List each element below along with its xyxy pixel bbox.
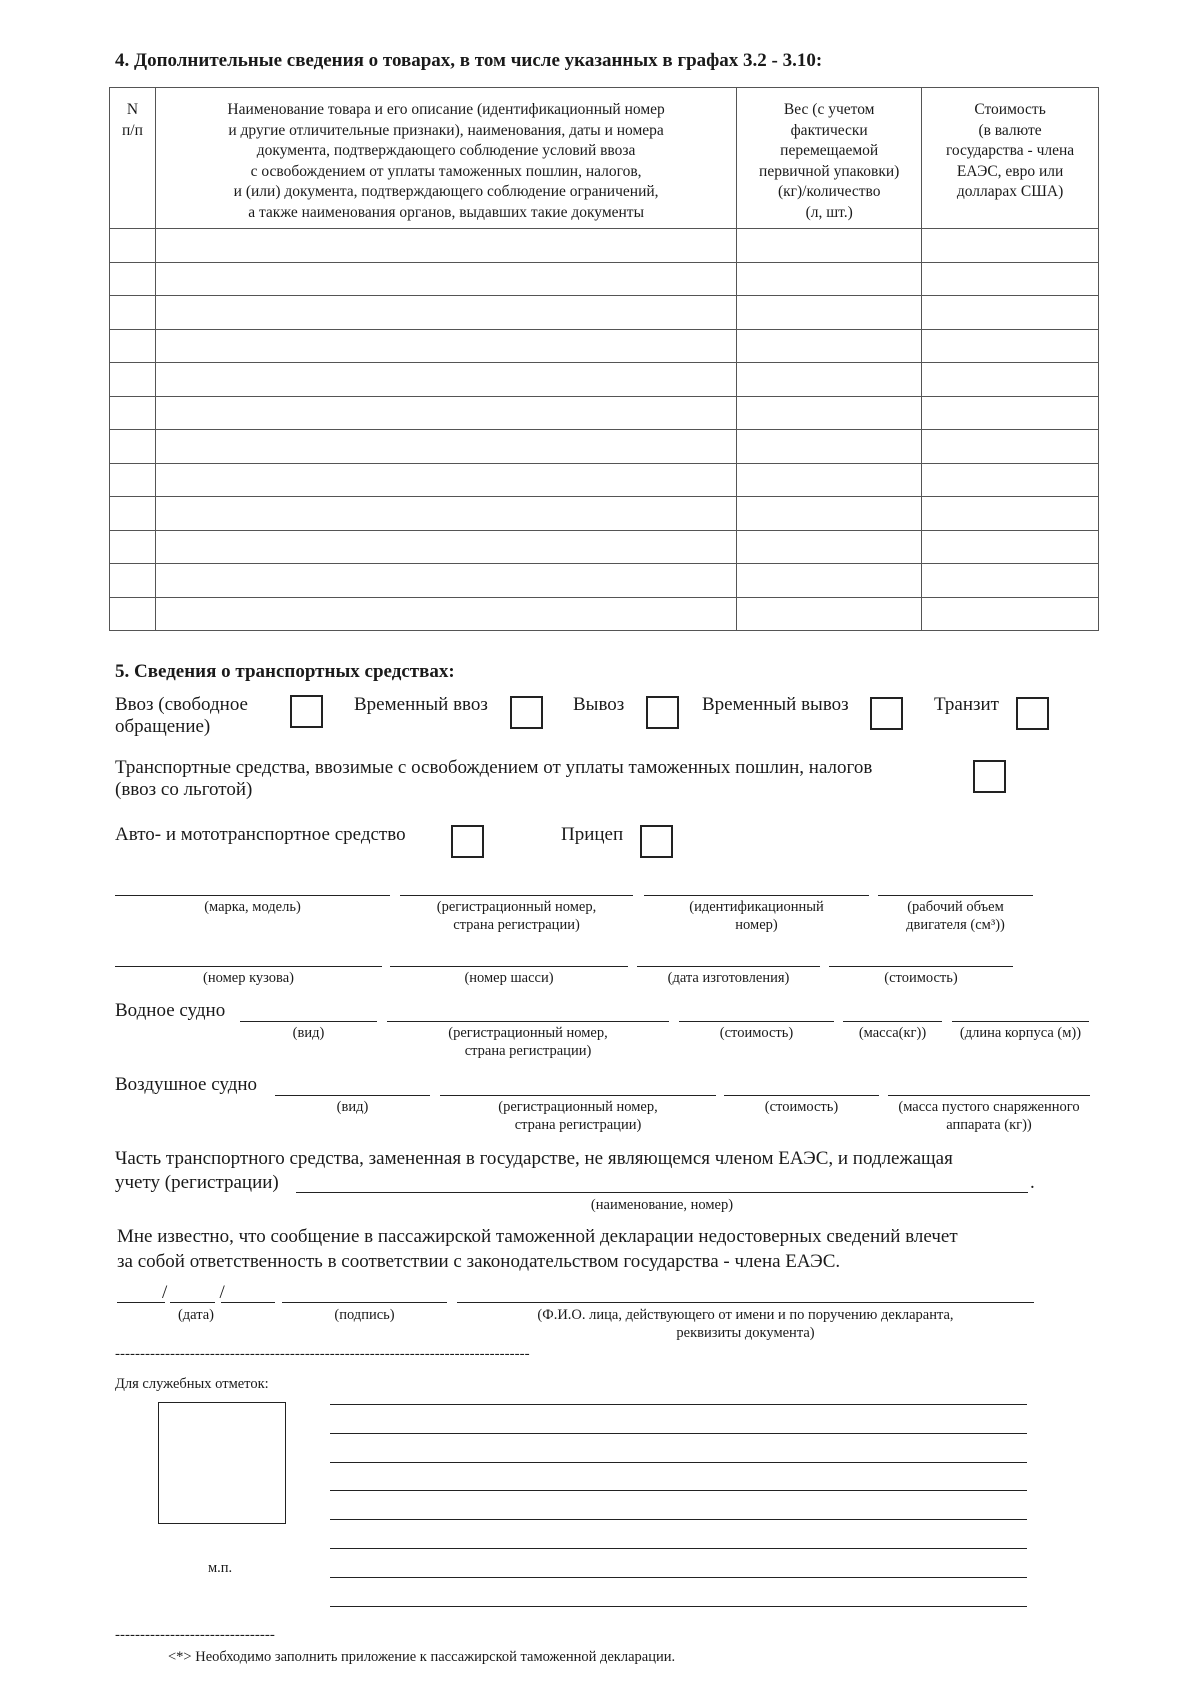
air-reg-caption: (регистрационный номер, страна регистрации) xyxy=(498,1099,658,1133)
service-mark-line[interactable] xyxy=(330,1519,1027,1520)
goods-row xyxy=(110,497,1099,531)
cell-description[interactable] xyxy=(155,329,736,363)
make-model-caption: (марка, модель) xyxy=(204,899,301,915)
stamp-caption: м.п. xyxy=(208,1560,233,1576)
import-free-checkbox[interactable] xyxy=(290,695,323,728)
goods-table xyxy=(109,87,1099,631)
cell-weight[interactable] xyxy=(737,463,922,497)
service-mark-line[interactable] xyxy=(330,1490,1027,1491)
temp-import-checkbox[interactable] xyxy=(510,696,543,729)
manufacture-date-field[interactable] xyxy=(637,966,820,967)
date-slashes: / / xyxy=(162,1282,225,1303)
cell-description[interactable] xyxy=(155,430,736,464)
chassis-number-caption: (номер шасси) xyxy=(464,970,554,986)
water-type-field[interactable] xyxy=(240,1021,377,1022)
cell-weight[interactable] xyxy=(737,229,922,263)
temp-import-label: Временный ввоз xyxy=(354,694,488,715)
date-caption: (дата) xyxy=(177,1307,215,1323)
engine-volume-caption: (рабочий объем двигателя (см³)) xyxy=(906,899,1005,933)
cell-description[interactable] xyxy=(155,296,736,330)
transit-label: Транзит xyxy=(934,694,999,715)
cell-value[interactable] xyxy=(922,463,1099,497)
manufacture-date-caption: (дата изготовления) xyxy=(667,970,790,986)
service-mark-line[interactable] xyxy=(330,1462,1027,1463)
export-checkbox[interactable] xyxy=(646,696,679,729)
water-mass-field[interactable] xyxy=(843,1021,942,1022)
part-field[interactable] xyxy=(296,1192,1028,1193)
cell-value[interactable] xyxy=(922,229,1099,263)
air-mass-field[interactable] xyxy=(888,1095,1090,1096)
service-mark-line[interactable] xyxy=(330,1577,1027,1578)
cell-value[interactable] xyxy=(922,430,1099,464)
cell-number[interactable] xyxy=(110,530,156,564)
cell-number[interactable] xyxy=(110,262,156,296)
cell-description[interactable] xyxy=(155,229,736,263)
signature-field[interactable] xyxy=(282,1302,447,1303)
person-field[interactable] xyxy=(457,1302,1034,1303)
date-day-field[interactable] xyxy=(117,1302,165,1303)
vin-caption: (идентификационный номер) xyxy=(689,899,824,933)
auto-cost-caption: (стоимость) xyxy=(884,970,958,986)
cell-weight[interactable] xyxy=(737,396,922,430)
part-text-line2: учету (регистрации) xyxy=(115,1172,279,1193)
cell-value[interactable] xyxy=(922,296,1099,330)
service-mark-line[interactable] xyxy=(330,1606,1027,1607)
cell-number[interactable] xyxy=(110,396,156,430)
body-number-field[interactable] xyxy=(115,966,382,967)
part-caption: (наименование, номер) xyxy=(590,1197,734,1213)
auto-checkbox[interactable] xyxy=(451,825,484,858)
cell-description[interactable] xyxy=(155,363,736,397)
air-type-caption: (вид) xyxy=(336,1099,369,1115)
cell-value[interactable] xyxy=(922,363,1099,397)
cell-value[interactable] xyxy=(922,564,1099,598)
exempt-label: Транспортные средства, ввозимые с освобождением от уплаты таможенных пошлин, налогов (ввоз со льготой) xyxy=(115,757,873,800)
vin-field[interactable] xyxy=(644,895,869,896)
auto-cost-field[interactable] xyxy=(829,966,1013,967)
water-length-caption: (длина корпуса (м)) xyxy=(959,1025,1082,1041)
cell-weight[interactable] xyxy=(737,296,922,330)
water-reg-caption: (регистрационный номер, страна регистрации) xyxy=(448,1025,608,1059)
water-mass-caption: (масса(кг)) xyxy=(858,1025,927,1041)
goods-row xyxy=(110,564,1099,598)
col-value-header: Стоимость (в валюте государства - члена ЕАЭС, евро или долларах США) xyxy=(922,88,1099,229)
trailer-label: Прицеп xyxy=(561,824,624,845)
goods-row xyxy=(110,530,1099,564)
water-reg-field[interactable] xyxy=(387,1021,669,1022)
goods-table-header xyxy=(110,88,1099,229)
make-model-field[interactable] xyxy=(115,895,390,896)
cell-value[interactable] xyxy=(922,597,1099,631)
date-year-field[interactable] xyxy=(221,1302,275,1303)
trailer-checkbox[interactable] xyxy=(640,825,673,858)
col-description-header: Наименование товара и его описание (идентификационный номер и другие отличительные признаки), наименования, даты и номера документа, подтверждающего соблюдение условий ввоза с освобождением от уплаты таможенных пошлин, налогов, и (или) документа, подтверждающего соблюдение ограничений, а также наименования органов, выдавших такие документы xyxy=(155,88,736,229)
water-cost-caption: (стоимость) xyxy=(719,1025,794,1041)
auto-label: Авто- и мототранспортное средство xyxy=(115,824,406,845)
cell-weight[interactable] xyxy=(737,329,922,363)
goods-row xyxy=(110,597,1099,631)
person-caption: (Ф.И.О. лица, действующего от имени и по поручению декларанта, реквизиты документа) xyxy=(537,1307,954,1341)
cell-number[interactable] xyxy=(110,497,156,531)
air-label: Воздушное судно xyxy=(115,1074,258,1095)
service-mark-line[interactable] xyxy=(330,1548,1027,1549)
export-label: Вывоз xyxy=(573,694,625,715)
air-reg-field[interactable] xyxy=(440,1095,716,1096)
air-cost-caption: (стоимость) xyxy=(764,1099,839,1115)
cell-weight[interactable] xyxy=(737,597,922,631)
reg-number-caption: (регистрационный номер, страна регистрации) xyxy=(436,899,597,933)
cell-description[interactable] xyxy=(155,262,736,296)
cell-weight[interactable] xyxy=(737,430,922,464)
cell-description[interactable] xyxy=(155,463,736,497)
water-cost-field[interactable] xyxy=(679,1021,834,1022)
goods-row xyxy=(110,430,1099,464)
chassis-number-field[interactable] xyxy=(390,966,628,967)
cell-description[interactable] xyxy=(155,497,736,531)
cell-number[interactable] xyxy=(110,229,156,263)
signature-caption: (подпись) xyxy=(334,1307,395,1323)
exempt-checkbox[interactable] xyxy=(973,760,1006,793)
section5-title: 5. Сведения о транспортных средствах: xyxy=(115,661,455,682)
footnote-text: <*> Необходимо заполнить приложение к пассажирской таможенной декларации. xyxy=(168,1649,676,1665)
air-cost-field[interactable] xyxy=(724,1095,879,1096)
water-type-caption: (вид) xyxy=(292,1025,325,1041)
cell-description[interactable] xyxy=(155,530,736,564)
reg-number-field[interactable] xyxy=(400,895,633,896)
col-weight-header: Вес (с учетом фактически перемещаемой первичной упаковки) (кг)/количество (л, шт.) xyxy=(737,88,922,229)
service-mark-line[interactable] xyxy=(330,1404,1027,1405)
separator-line: ----------------------------------------------------------------------------------- xyxy=(115,1346,530,1362)
service-label: Для служебных отметок: xyxy=(115,1376,269,1392)
transit-checkbox[interactable] xyxy=(1016,697,1049,730)
goods-row xyxy=(110,262,1099,296)
temp-export-checkbox[interactable] xyxy=(870,697,903,730)
cell-description[interactable] xyxy=(155,597,736,631)
cell-weight[interactable] xyxy=(737,530,922,564)
body-number-caption: (номер кузова) xyxy=(203,970,294,986)
cell-number[interactable] xyxy=(110,564,156,598)
col-number-header: N п/п xyxy=(110,88,156,229)
air-mass-caption: (масса пустого снаряженного аппарата (кг)) xyxy=(898,1099,1080,1133)
cell-value[interactable] xyxy=(922,530,1099,564)
part-period: . xyxy=(1030,1172,1035,1193)
import-free-label: Ввоз (свободное обращение) xyxy=(115,694,248,737)
goods-row xyxy=(110,329,1099,363)
cell-number[interactable] xyxy=(110,296,156,330)
cell-weight[interactable] xyxy=(737,363,922,397)
cell-weight[interactable] xyxy=(737,564,922,598)
cell-weight[interactable] xyxy=(737,262,922,296)
section4-title: 4. Дополнительные сведения о товарах, в том числе указанных в графах 3.2 - 3.10: xyxy=(115,50,823,71)
cell-weight[interactable] xyxy=(737,497,922,531)
cell-description[interactable] xyxy=(155,564,736,598)
water-label: Водное судно xyxy=(115,1000,226,1021)
cell-number[interactable] xyxy=(110,329,156,363)
stamp-box xyxy=(158,1402,286,1524)
temp-export-label: Временный вывоз xyxy=(702,694,849,715)
goods-row xyxy=(110,229,1099,263)
declaration-line1: Мне известно, что сообщение в пассажирской таможенной декларации недостоверных сведений влечет xyxy=(117,1226,958,1247)
cell-value[interactable] xyxy=(922,262,1099,296)
cell-value[interactable] xyxy=(922,497,1099,531)
cell-value[interactable] xyxy=(922,329,1099,363)
cell-value[interactable] xyxy=(922,396,1099,430)
footnote-separator: -------------------------------- xyxy=(115,1627,275,1643)
goods-row xyxy=(110,396,1099,430)
water-length-field[interactable] xyxy=(952,1021,1089,1022)
cell-number[interactable] xyxy=(110,463,156,497)
goods-row xyxy=(110,463,1099,497)
declaration-line2: за собой ответственность в соответствии с законодательством государства - члена ЕАЭС. xyxy=(117,1251,841,1272)
engine-volume-field[interactable] xyxy=(878,895,1033,896)
service-mark-line[interactable] xyxy=(330,1433,1027,1434)
cell-number[interactable] xyxy=(110,363,156,397)
cell-number[interactable] xyxy=(110,430,156,464)
air-type-field[interactable] xyxy=(275,1095,430,1096)
part-text-line1: Часть транспортного средства, замененная в государстве, не являющемся членом ЕАЭС, и подлежащая xyxy=(115,1148,953,1169)
cell-number[interactable] xyxy=(110,597,156,631)
goods-row xyxy=(110,296,1099,330)
goods-row xyxy=(110,363,1099,397)
cell-description[interactable] xyxy=(155,396,736,430)
